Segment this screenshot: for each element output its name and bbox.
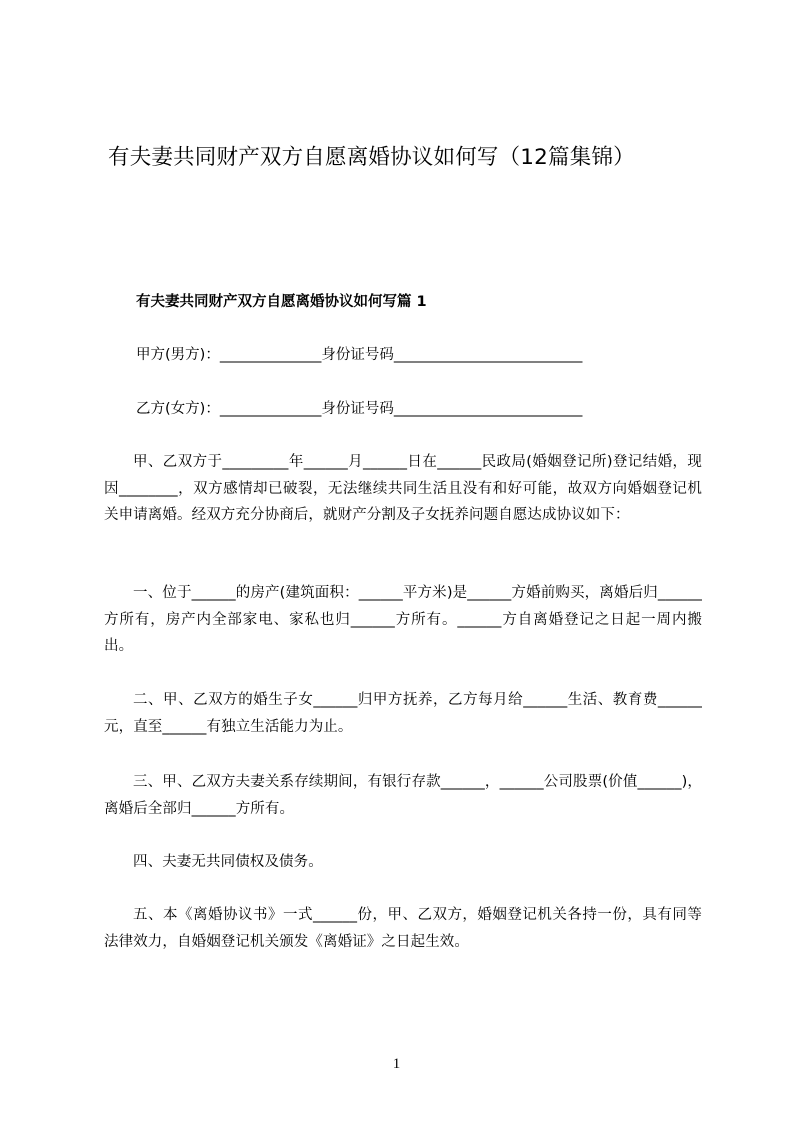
clause-debts-paragraph: 四、夫妻无共同债权及债务。: [133, 854, 323, 870]
page-number: 1: [392, 1056, 401, 1072]
party-a-line: 甲方(男方)：______________身份证号码__________________________: [136, 347, 583, 363]
section-heading: 有夫妻共同财产双方自愿离婚协议如何写篇 1: [136, 294, 427, 310]
clause-savings-paragraph: 三、甲、乙双方夫妻关系存续期间，有银行存款______，______公司股票(价值______)，离婚后全部归______方所有。: [104, 774, 702, 817]
clause-validity-paragraph: 五、本《离婚协议书》一式______份，甲、乙双方，婚姻登记机关各持一份，具有同等法律效力，自婚姻登记机关颁发《离婚证》之日起生效。: [104, 907, 702, 950]
intro-paragraph: 甲、乙双方于_________年______月______日在______民政局(婚姻登记所)登记结婚，现因________，双方感情却已破裂，无法继续共同生活且没有和好可能，故双方向婚姻登记机关申请离婚。经双方充分协商后，就财产分割及子女抚养问题自愿达成协议如下：: [104, 454, 702, 523]
party-b-line: 乙方(女方)：______________身份证号码__________________________: [136, 401, 583, 417]
document-title: 有夫妻共同财产双方自愿离婚协议如何写（12篇集锦）: [108, 145, 635, 170]
clause-property-paragraph: 一、位于______的房产(建筑面积：______平方米)是______方婚前购买，离婚后归______方所有，房产内全部家电、家私也归______方所有。______方自离婚登记之日起一周内搬出。: [104, 585, 702, 654]
clause-children-paragraph: 二、甲、乙双方的婚生子女______归甲方抚养，乙方每月给______生活、教育费______元，直至______有独立生活能力为止。: [104, 692, 702, 735]
